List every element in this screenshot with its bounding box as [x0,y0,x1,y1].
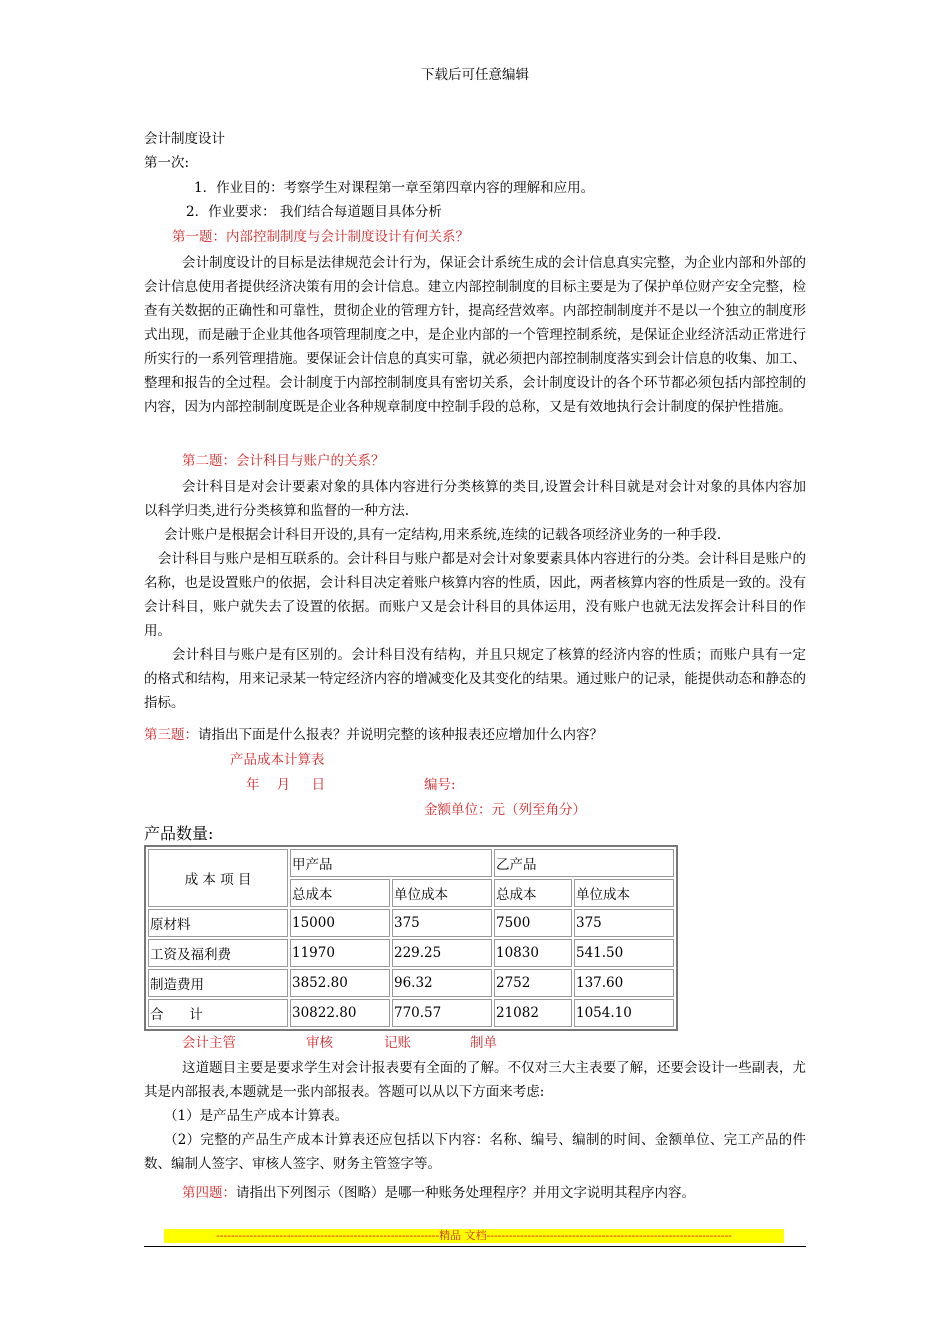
footer-banner: ------------------------------------------------------------精品 文档------------------------------------------------------------------ [164,1229,784,1243]
table-row [148,909,674,937]
assignment-purpose: 1．作业目的：考察学生对课程第一章至第四章内容的理解和应用。 [194,180,595,196]
b-total-cost-header: 总成本 [494,879,572,907]
product-quantity-label: 产品数量: [144,824,214,843]
table-row [148,939,674,967]
question-3-answer [144,1056,806,1176]
table-row [148,969,674,997]
a-total-cost-header: 总成本 [290,879,390,907]
table-row [148,999,674,1027]
cost-table [144,845,678,1031]
cost-item-header: 成 本 项 目 [148,849,288,907]
signature-preparer: 制单 [470,1035,497,1051]
row-item: 原材料 [148,909,288,937]
product-b-header: 乙产品 [494,849,674,877]
footer-divider [144,1246,806,1247]
cell: 541.50 [574,939,674,967]
cell: 1054.10 [574,999,674,1027]
assignment-requirement: 2．作业要求： 我们结合每道题目具体分析 [186,204,442,220]
question-2-paragraph-2: 会计账户是根据会计科目开设的,具有一定结构,用来系统,连续的记载各项经济业务的一种手段. [164,527,722,543]
header-note: 下载后可任意编辑 [421,67,529,83]
question-1-answer-text: 会计制度设计的目标是法律规范会计行为，保证会计系统生成的会计信息真实完整，为企业内部和外部的会计信息使用者提供经济决策有用的会计信息。建立内部控制制度的目标主要是为了保护单位财产安全完整，检查有关数据的正确性和可靠性，贯彻企业的管理方针，提高经营效率。内部控制制度并不是以一个独立的制度形式出现，而是融于企业其他各项管理制度之中，是企业内部的一个管理控制系统，是保证企业经济活动正常进行所实行的一系列管理措施。要保证会计信息的真实可靠，就必须把内部控制制度落实到会计信息的收集、加工、整理和报告的全过程。会计制度于内部控制制度具有密切关系，会计制度设计的各个环节都必须包括内部控制的内容，因为内部控制制度既是企业各种规章制度中控制手段的总称，又是有效地执行会计制度的保护性措施。 [144,255,806,415]
question-3-text: 请指出下面是什么报表？并说明完整的该种报表还应增加什么内容？ [198,727,603,743]
row-item: 制造费用 [148,969,288,997]
cell: 15000 [290,909,390,937]
question-2-answer [144,475,806,715]
question-1-answer [144,251,806,419]
cell: 21082 [494,999,572,1027]
question-2-heading: 第二题：会计科目与账户的关系？ [182,453,385,469]
form-title: 产品成本计算表 [230,752,325,768]
cell: 770.57 [392,999,492,1027]
row-item: 工资及福利费 [148,939,288,967]
row-item: 合 计 [148,999,288,1027]
signature-accounting-supervisor: 会计主管 [182,1035,236,1051]
signature-review: 审核 [306,1035,333,1051]
cell: 3852.80 [290,969,390,997]
cell: 375 [392,909,492,937]
table-header-row [148,849,674,877]
form-date-line: 年 月 日 [246,777,326,793]
question-3-label: 第三题： [144,727,198,743]
question-1-heading: 第一题：内部控制制度与会计制度设计有何关系？ [172,229,469,245]
question-4-label: 第四题： [182,1185,236,1201]
cell: 10830 [494,939,572,967]
question-3-answer-1: （1）是产品生产成本计算表。 [164,1108,349,1124]
question-3-answer-intro: 这道题目主要是要求学生对会计报表要有全面的了解。不仅对三大主表要了解，还要会设计一些副表，尤其是内部报表,本题就是一张内部报表。答题可以从以下方面来考虑: [144,1060,806,1100]
form-unit-label: 金额单位：元（列至角分） [424,802,586,818]
cell: 2752 [494,969,572,997]
cell: 30822.80 [290,999,390,1027]
cell: 96.32 [392,969,492,997]
question-2-paragraph-3: 会计科目与账户是相互联系的。会计科目与账户都是对会计对象要素具体内容进行的分类。会计科目是账户的名称，也是设置账户的依据，会计科目决定着账户核算内容的性质，因此，两者核算内容的性质是一致的。没有会计科目，账户就失去了设置的依据。而账户又是会计科目的具体运用，没有账户也就无法发挥会计科目的作用。 [144,551,806,639]
question-2-paragraph-4: 会计科目与账户是有区别的。会计科目没有结构，并且只规定了核算的经济内容的性质；而账户具有一定的格式和结构，用来记录某一特定经济内容的增减变化及其变化的结果。通过账户的记录，能提供动态和静态的指标。 [144,647,806,711]
question-3-heading [144,726,603,744]
question-4-text: 请指出下列图示（图略）是哪一种账务处理程序？并用文字说明其程序内容。 [236,1185,695,1201]
b-unit-cost-header: 单位成本 [574,879,674,907]
document-title: 会计制度设计 [144,131,225,147]
question-2-paragraph-1: 会计科目是对会计要素对象的具体内容进行分类核算的类目,设置会计科目就是对会计对象的具体内容加以科学归类,进行分类核算和监督的一种方法. [144,479,806,519]
question-3-answer-2: （2）完整的产品生产成本计算表还应包括以下内容：名称、编号、编制的时间、金额单位、完工产品的件数、编制人签字、审核人签字、财务主管签字等。 [144,1132,806,1172]
product-a-header: 甲产品 [290,849,492,877]
form-code-label: 编号: [424,777,456,793]
signature-bookkeeping: 记账 [384,1035,411,1051]
cell: 229.25 [392,939,492,967]
question-4-heading [182,1184,695,1202]
cell: 375 [574,909,674,937]
a-unit-cost-header: 单位成本 [392,879,492,907]
cell: 7500 [494,909,572,937]
session-label: 第一次: [144,155,190,171]
cell: 137.60 [574,969,674,997]
cell: 11970 [290,939,390,967]
